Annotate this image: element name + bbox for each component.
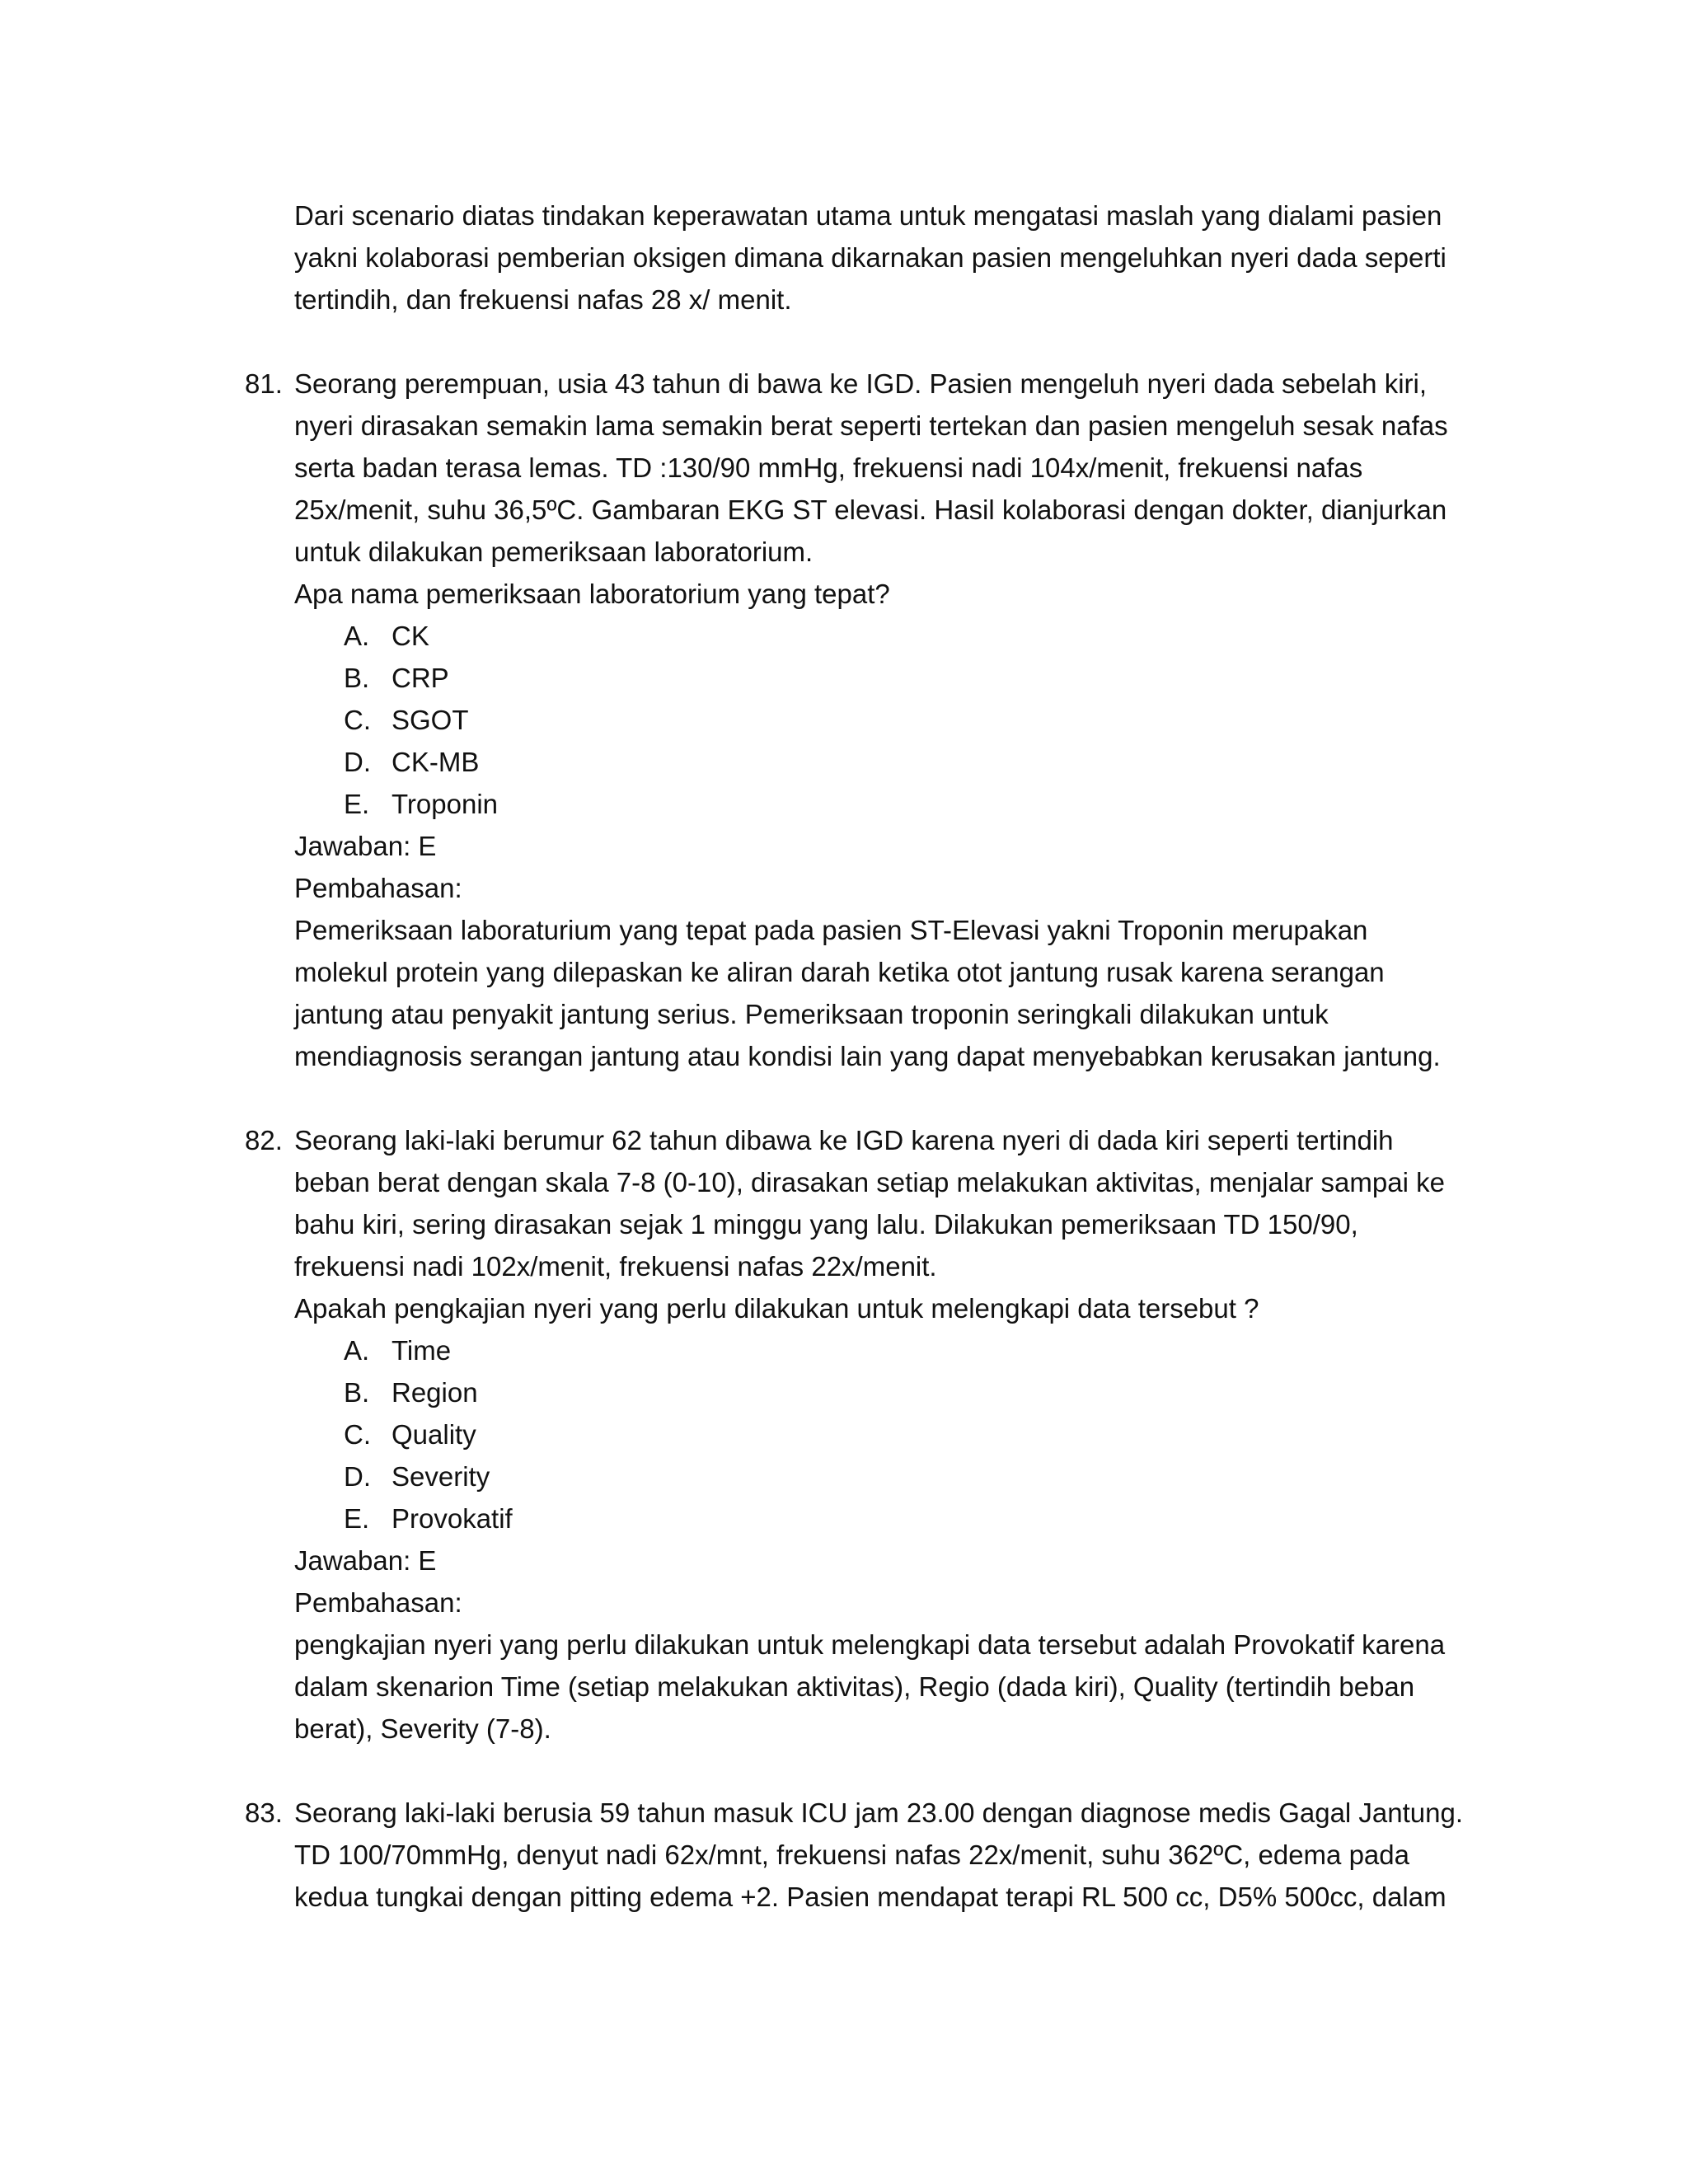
question-number: 82. — [245, 1125, 283, 1155]
answer-option — [294, 1455, 1465, 1497]
question-stem-line: TD 100/70mmHg, denyut nadi 62x/mnt, frekuensi nafas 22x/menit, suhu 362ºC, edema pada — [294, 1840, 1409, 1870]
discussion-line: jantung atau penyakit jantung serius. Pemeriksaan troponin seringkali dilakukan untuk — [294, 999, 1329, 1029]
answer-option — [294, 657, 1465, 699]
discussion-line: Pemeriksaan laboraturium yang tepat pada pasien ST-Elevasi yakni Troponin merupakan — [294, 915, 1368, 945]
question-prompt: Apa nama pemeriksaan laboratorium yang tepat? — [294, 579, 890, 609]
answer-key: Jawaban: E — [294, 831, 437, 861]
question-stem-line: Seorang perempuan, usia 43 tahun di bawa ke IGD. Pasien mengeluh nyeri dada sebelah kiri, — [294, 368, 1428, 399]
question-number: 81. — [245, 368, 283, 399]
answer-key: Jawaban: E — [294, 1545, 437, 1576]
question-stem-line: nyeri dirasakan semakin lama semakin berat seperti tertekan dan pasien mengeluh sesak nafas — [294, 410, 1448, 441]
intro-line: Dari scenario diatas tindakan keperawatan utama untuk mengatasi maslah yang dialami pasien — [294, 200, 1442, 231]
option-letter: B. — [344, 1377, 370, 1408]
option-text: SGOT — [392, 705, 469, 735]
question-stem-line: Seorang laki-laki berusia 59 tahun masuk ICU jam 23.00 dengan diagnose medis Gagal Jantung. — [294, 1797, 1464, 1828]
question-prompt: Apakah pengkajian nyeri yang perlu dilakukan untuk melengkapi data tersebut ? — [294, 1293, 1259, 1324]
option-letter: C. — [344, 1419, 371, 1450]
option-text: Quality — [392, 1419, 476, 1450]
option-letter: E. — [344, 789, 370, 819]
question-stem-line: frekuensi nadi 102x/menit, frekuensi nafas 22x/menit. — [294, 1251, 937, 1282]
question-number: 83. — [245, 1797, 283, 1828]
option-text: CK — [392, 621, 429, 651]
discussion-label: Pembahasan: — [294, 873, 462, 903]
option-letter: D. — [344, 1461, 371, 1492]
option-letter: A. — [344, 1335, 370, 1366]
question-82 — [245, 1119, 1465, 1750]
question-stem-line: untuk dilakukan pemeriksaan laboratorium. — [294, 537, 814, 567]
answer-option — [294, 1371, 1465, 1413]
question-stem-line: bahu kiri, sering dirasakan sejak 1 minggu yang lalu. Dilakukan pemeriksaan TD 150/90, — [294, 1209, 1358, 1240]
option-letter: C. — [344, 705, 371, 735]
question-83 — [245, 1792, 1465, 1918]
intro-line: tertindih, dan frekuensi nafas 28 x/ menit. — [294, 284, 792, 315]
discussion-line: mendiagnosis serangan jantung atau kondisi lain yang dapat menyebabkan kerusakan jantung. — [294, 1041, 1441, 1071]
intro-paragraph — [294, 194, 1465, 321]
answer-option — [294, 1497, 1465, 1540]
question-stem-line: kedua tungkai dengan pitting edema +2. Pasien mendapat terapi RL 500 cc, D5% 500cc, dalam — [294, 1882, 1447, 1912]
question-stem-line: Seorang laki-laki berumur 62 tahun dibawa ke IGD karena nyeri di dada kiri seperti tertindih — [294, 1125, 1394, 1155]
answer-option — [294, 699, 1465, 741]
intro-line: yakni kolaborasi pemberian oksigen dimana dikarnakan pasien mengeluhkan nyeri dada seperti — [294, 242, 1447, 273]
option-letter: B. — [344, 663, 370, 693]
answer-option — [294, 741, 1465, 783]
answer-option — [294, 783, 1465, 825]
option-letter: E. — [344, 1503, 370, 1534]
discussion-line: pengkajian nyeri yang perlu dilakukan untuk melengkapi data tersebut adalah Provokatif karena — [294, 1629, 1446, 1660]
answer-option — [294, 1329, 1465, 1371]
question-stem-line: serta badan terasa lemas. TD :130/90 mmHg, frekuensi nadi 104x/menit, frekuensi nafas — [294, 452, 1363, 483]
option-text: Provokatif — [392, 1503, 513, 1534]
option-text: CK-MB — [392, 747, 480, 777]
discussion-line: dalam skenarion Time (setiap melakukan aktivitas), Regio (dada kiri), Quality (tertindih beban — [294, 1671, 1415, 1702]
option-letter: D. — [344, 747, 371, 777]
option-text: Severity — [392, 1461, 490, 1492]
question-stem-line: 25x/menit, suhu 36,5ºC. Gambaran EKG ST elevasi. Hasil kolaborasi dengan dokter, dianjurkan — [294, 494, 1447, 525]
discussion-line: berat), Severity (7-8). — [294, 1713, 551, 1744]
option-text: Troponin — [392, 789, 499, 819]
option-text: Time — [392, 1335, 452, 1366]
answer-option — [294, 615, 1465, 657]
answer-option — [294, 1413, 1465, 1455]
option-text: CRP — [392, 663, 449, 693]
option-letter: A. — [344, 621, 370, 651]
discussion-label: Pembahasan: — [294, 1587, 462, 1618]
question-81 — [245, 363, 1465, 1077]
question-stem-line: beban berat dengan skala 7-8 (0-10), dirasakan setiap melakukan aktivitas, menjalar sampai ke — [294, 1167, 1445, 1197]
option-text: Region — [392, 1377, 478, 1408]
discussion-line: molekul protein yang dilepaskan ke aliran darah ketika otot jantung rusak karena serangan — [294, 957, 1385, 987]
